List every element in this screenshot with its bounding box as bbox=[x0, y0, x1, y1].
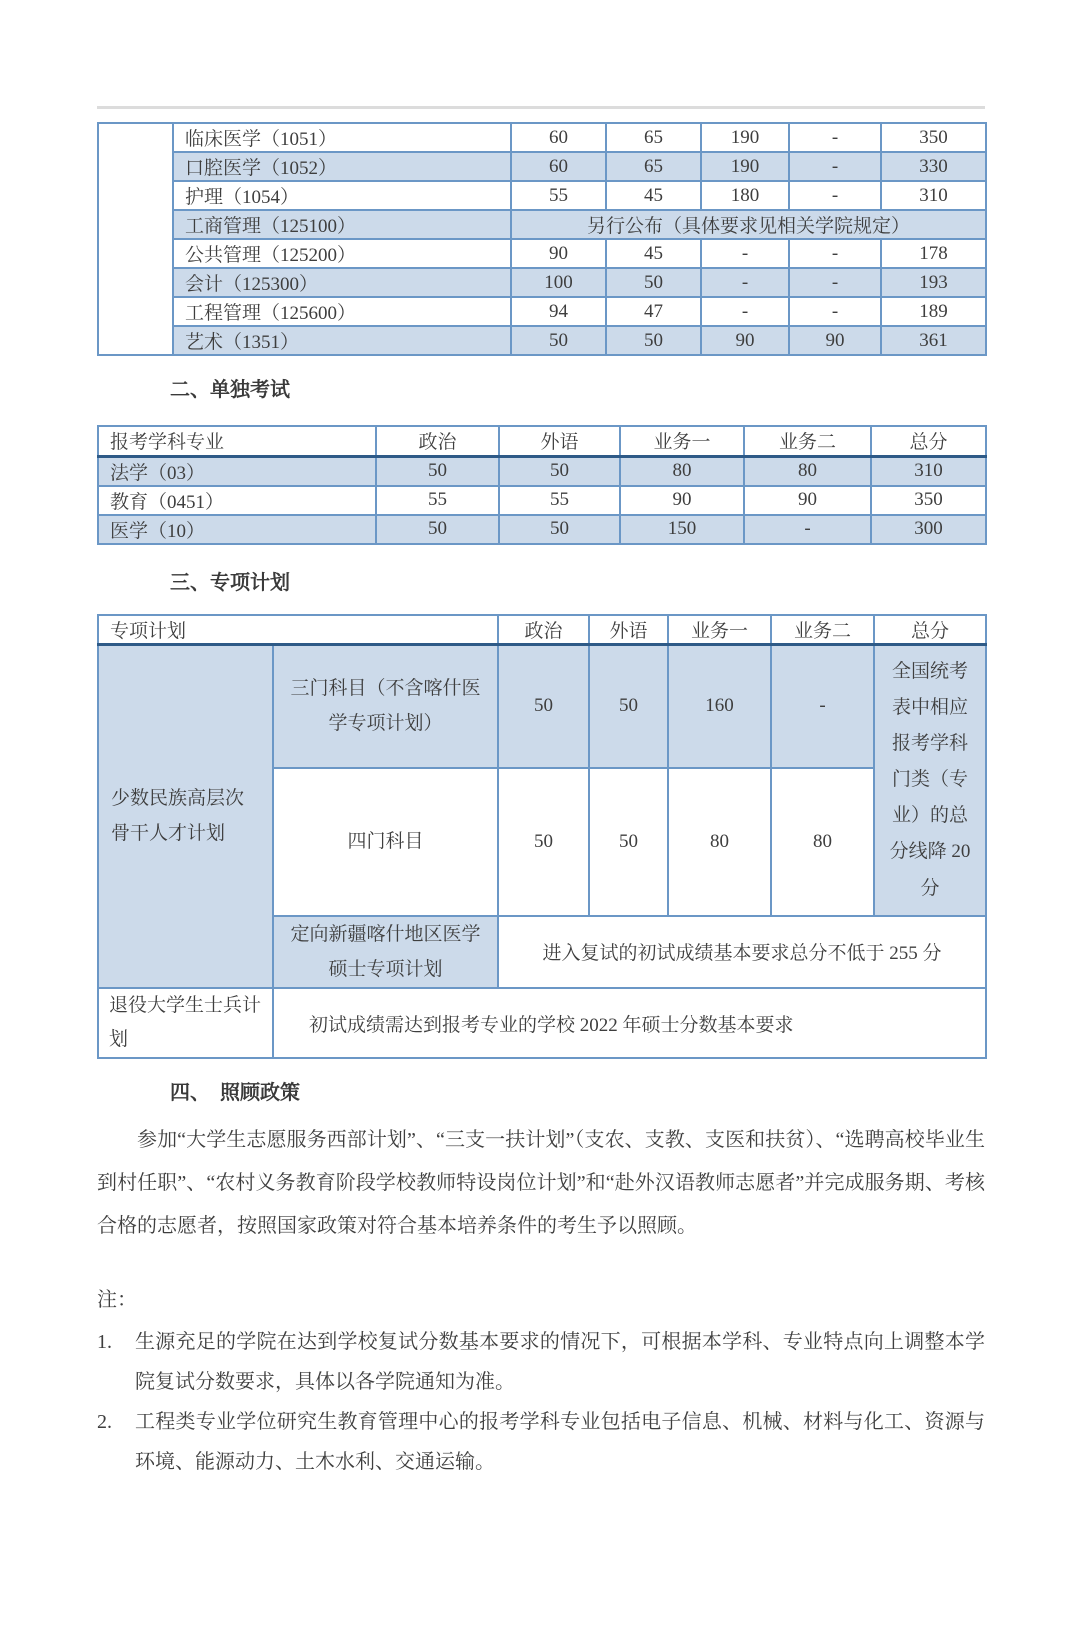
score-cell: 47 bbox=[606, 297, 701, 326]
subject-cell: 医学（10） bbox=[98, 515, 376, 544]
note-text: 工程类专业学位研究生教育管理中心的报考学科专业包括电子信息、机械、材料与化工、资源与环境、能源动力、土木水利、交通运输。 bbox=[135, 1411, 985, 1474]
header-cell: 业务二 bbox=[771, 615, 874, 645]
separate-exam-table bbox=[97, 425, 987, 545]
score-cell: 65 bbox=[606, 152, 701, 181]
score-cell: 150 bbox=[620, 515, 744, 544]
table-row bbox=[98, 123, 986, 152]
header-cell: 外语 bbox=[589, 615, 668, 645]
score-cell: 310 bbox=[871, 456, 986, 486]
score-cell: 193 bbox=[881, 268, 986, 297]
score-cell: 50 bbox=[498, 768, 589, 916]
header-cell: 政治 bbox=[498, 615, 589, 645]
policy-paragraph: 参加“大学生志愿服务西部计划”、“三支一扶计划”（支农、支教、支医和扶贫）、“选聘高校毕业生到村任职”、“农村义务教育阶段学校教师特设岗位计划”和“赴外汉语教师志愿者”并完成服务期、考核合格的志愿者，按照国家政策对符合基本培养条件的考生予以照顾。 bbox=[97, 1129, 985, 1238]
cutoff-row-remnant bbox=[97, 106, 985, 109]
subject-cell: 公共管理（125200） bbox=[173, 239, 511, 268]
table-row bbox=[98, 515, 986, 544]
score-cell: 80 bbox=[668, 768, 771, 916]
score-cell: 160 bbox=[668, 645, 771, 768]
subject-cell: 法学（03） bbox=[98, 456, 376, 486]
header-cell: 政治 bbox=[376, 426, 499, 456]
table-row bbox=[98, 297, 986, 326]
score-cell: 50 bbox=[376, 456, 499, 486]
score-cell: 189 bbox=[881, 297, 986, 326]
score-cell: - bbox=[789, 181, 881, 210]
section-heading-special-plan: 三、专项计划 bbox=[170, 571, 290, 594]
score-cell: 50 bbox=[589, 768, 668, 916]
score-cell: 310 bbox=[881, 181, 986, 210]
table-header-row bbox=[98, 426, 986, 456]
main-score-table bbox=[97, 122, 987, 356]
subject-cell: 护理（1054） bbox=[173, 181, 511, 210]
score-cell: 361 bbox=[881, 326, 986, 355]
score-cell: 60 bbox=[511, 123, 606, 152]
empty-left-cell bbox=[98, 123, 173, 355]
document-page bbox=[97, 106, 985, 1482]
score-cell: 90 bbox=[511, 239, 606, 268]
header-cell: 报考学科专业 bbox=[98, 426, 376, 456]
score-cell: 300 bbox=[871, 515, 986, 544]
score-cell: 178 bbox=[881, 239, 986, 268]
subject-cell: 临床医学（1051） bbox=[173, 123, 511, 152]
score-cell: - bbox=[789, 268, 881, 297]
note-number: 1. bbox=[97, 1331, 112, 1354]
score-cell: 80 bbox=[744, 456, 871, 486]
note-text: 生源充足的学院在达到学校复试分数基本要求的情况下，可根据本学科、专业特点向上调整本学院复试分数要求，具体以各学院通知为准。 bbox=[135, 1331, 985, 1394]
score-cell: 45 bbox=[606, 181, 701, 210]
note-item bbox=[97, 1322, 985, 1402]
score-cell: 50 bbox=[606, 326, 701, 355]
score-cell: 94 bbox=[511, 297, 606, 326]
score-cell: 55 bbox=[499, 486, 620, 515]
score-cell: - bbox=[789, 239, 881, 268]
subplan-cell: 定向新疆喀什地区医学硕士专项计划 bbox=[273, 916, 498, 988]
score-cell: 50 bbox=[511, 326, 606, 355]
merged-note-cell: 进入复试的初试成绩基本要求总分不低于 255 分 bbox=[498, 916, 986, 988]
total-score-note-cell: 全国统考表中相应报考学科门类（专业）的总分线降 20 分 bbox=[874, 645, 986, 916]
score-cell: - bbox=[789, 123, 881, 152]
table-row bbox=[98, 326, 986, 355]
score-cell: 65 bbox=[606, 123, 701, 152]
table-row bbox=[98, 152, 986, 181]
header-cell: 业务一 bbox=[620, 426, 744, 456]
section-heading-separate-exam: 二、单独考试 bbox=[170, 379, 290, 401]
table-row bbox=[98, 645, 986, 768]
header-cell: 业务一 bbox=[668, 615, 771, 645]
score-cell: 330 bbox=[881, 152, 986, 181]
table-row bbox=[98, 988, 986, 1058]
score-cell: 180 bbox=[701, 181, 789, 210]
header-cell: 外语 bbox=[499, 426, 620, 456]
table-row bbox=[98, 268, 986, 297]
notes-label: 注： bbox=[97, 1289, 137, 1312]
score-cell: - bbox=[701, 268, 789, 297]
score-cell: - bbox=[771, 645, 874, 768]
score-cell: 190 bbox=[701, 152, 789, 181]
score-cell: 50 bbox=[376, 515, 499, 544]
table-row bbox=[98, 181, 986, 210]
note-item bbox=[97, 1402, 985, 1482]
subject-cell: 工程管理（125600） bbox=[173, 297, 511, 326]
subject-cell: 工商管理（125100） bbox=[173, 210, 511, 239]
score-cell: 55 bbox=[511, 181, 606, 210]
notes-section bbox=[97, 1280, 985, 1482]
score-cell: - bbox=[701, 297, 789, 326]
header-cell: 总分 bbox=[874, 615, 986, 645]
subject-cell: 教育（0451） bbox=[98, 486, 376, 515]
section-heading-preferential-policy: 四、 照顾政策 bbox=[170, 1082, 300, 1105]
score-cell: 90 bbox=[701, 326, 789, 355]
subplan-cell: 四门科目 bbox=[273, 768, 498, 916]
veteran-plan-cell: 退役大学生士兵计划 bbox=[98, 988, 273, 1058]
score-cell: 80 bbox=[771, 768, 874, 916]
score-cell: 100 bbox=[511, 268, 606, 297]
table-header-row bbox=[98, 615, 986, 645]
table-row bbox=[98, 239, 986, 268]
merged-note-cell: 另行公布（具体要求见相关学院规定） bbox=[511, 210, 986, 239]
veteran-note-cell: 初试成绩需达到报考专业的学校 2022 年硕士分数基本要求 bbox=[273, 988, 986, 1058]
score-cell: 55 bbox=[376, 486, 499, 515]
score-cell: 50 bbox=[499, 515, 620, 544]
header-cell: 专项计划 bbox=[98, 615, 498, 645]
score-cell: 90 bbox=[744, 486, 871, 515]
table-row bbox=[98, 210, 986, 239]
score-cell: 60 bbox=[511, 152, 606, 181]
score-cell: 90 bbox=[789, 326, 881, 355]
minority-plan-group-cell: 少数民族高层次骨干人才计划 bbox=[98, 645, 273, 988]
subject-cell: 艺术（1351） bbox=[173, 326, 511, 355]
score-cell: 350 bbox=[881, 123, 986, 152]
score-cell: 50 bbox=[498, 645, 589, 768]
score-cell: - bbox=[744, 515, 871, 544]
special-plan-table bbox=[97, 614, 987, 1060]
score-cell: 190 bbox=[701, 123, 789, 152]
score-cell: - bbox=[701, 239, 789, 268]
score-cell: 50 bbox=[499, 456, 620, 486]
score-cell: 45 bbox=[606, 239, 701, 268]
score-cell: 350 bbox=[871, 486, 986, 515]
score-cell: 80 bbox=[620, 456, 744, 486]
header-cell: 业务二 bbox=[744, 426, 871, 456]
score-cell: - bbox=[789, 152, 881, 181]
score-cell: 50 bbox=[589, 645, 668, 768]
table-row bbox=[98, 456, 986, 486]
score-cell: 90 bbox=[620, 486, 744, 515]
subject-cell: 口腔医学（1052） bbox=[173, 152, 511, 181]
table-row bbox=[98, 486, 986, 515]
score-cell: 50 bbox=[606, 268, 701, 297]
header-cell: 总分 bbox=[871, 426, 986, 456]
note-number: 2. bbox=[97, 1411, 112, 1434]
score-cell: - bbox=[789, 297, 881, 326]
subplan-cell: 三门科目（不含喀什医学专项计划） bbox=[273, 645, 498, 768]
subject-cell: 会计（125300） bbox=[173, 268, 511, 297]
